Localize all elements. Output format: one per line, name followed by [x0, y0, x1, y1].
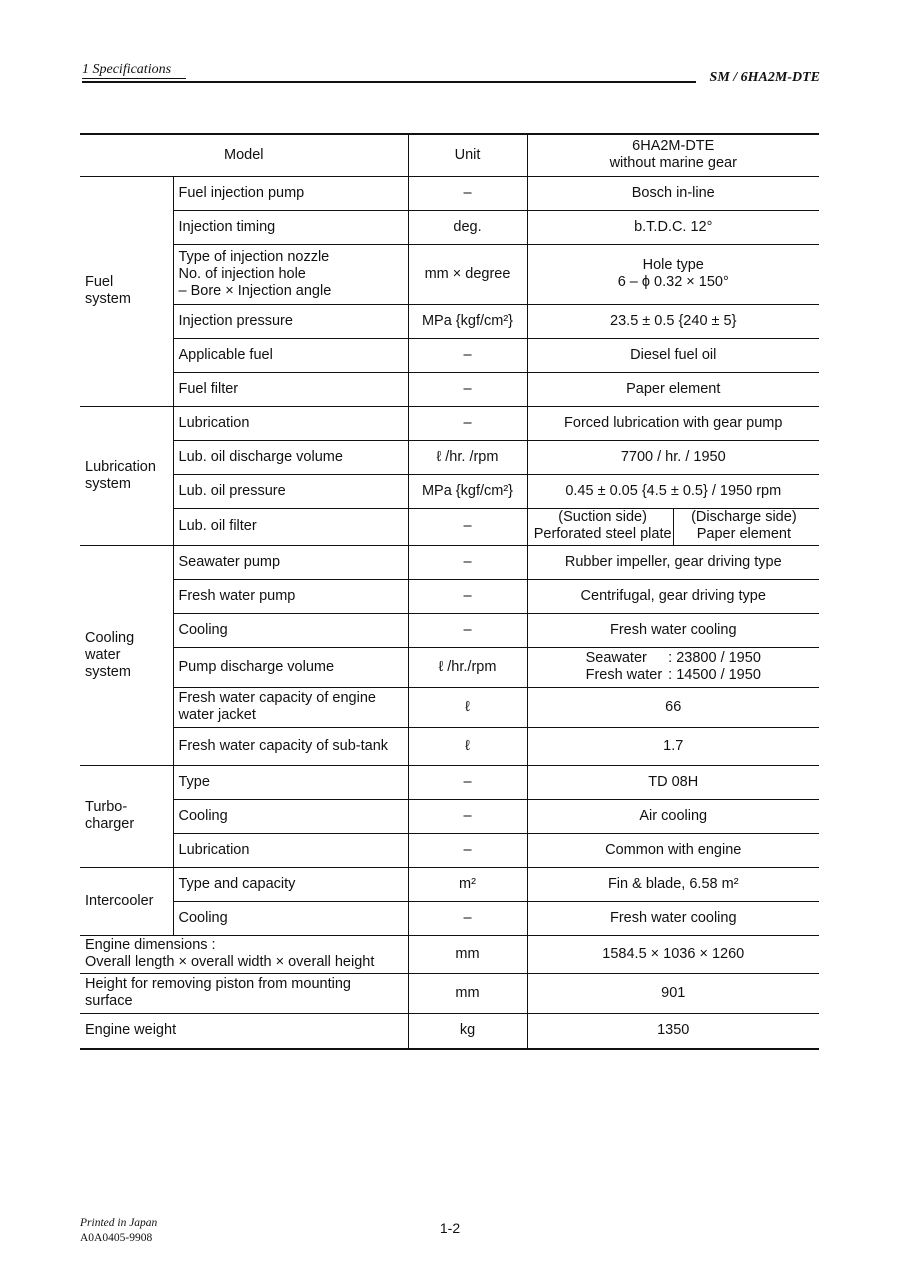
row-unit: –: [408, 176, 527, 210]
row-value: TD 08H: [527, 765, 819, 799]
table-row: [80, 304, 819, 338]
fresh-water-value: : 14500 / 1950: [668, 667, 761, 683]
row-item: Fuel injection pump: [173, 176, 408, 210]
table-row: [80, 935, 819, 973]
row-unit: ℓ /hr./rpm: [408, 647, 527, 687]
row-value: Hole type 6 – ϕ 0.32 × 150°: [527, 244, 819, 304]
table-row: [80, 901, 819, 935]
row-item: Type of injection nozzle No. of injection hole – Bore × Injection angle: [173, 244, 408, 304]
row-unit: –: [408, 579, 527, 613]
footer-print-info: [80, 1216, 157, 1246]
row-item: Seawater pump: [173, 545, 408, 579]
table-row: [80, 833, 819, 867]
table-row: [80, 474, 819, 508]
row-unit: –: [408, 338, 527, 372]
row-value: Rubber impeller, gear driving type: [527, 545, 819, 579]
row-value: [527, 647, 819, 687]
row-value: 23.5 ± 0.5 {240 ± 5}: [527, 304, 819, 338]
printed-in-japan: Printed in Japan: [80, 1217, 158, 1229]
row-value: 1.7: [527, 727, 819, 765]
row-unit: ℓ /hr. /rpm: [408, 440, 527, 474]
row-item: Lub. oil filter: [173, 508, 408, 545]
row-unit: mm: [408, 973, 527, 1013]
row-value: Diesel fuel oil: [527, 338, 819, 372]
table-row: [80, 338, 819, 372]
row-item: Type and capacity: [173, 867, 408, 901]
row-item: Lub. oil discharge volume: [173, 440, 408, 474]
row-item: Cooling: [173, 901, 408, 935]
row-item: Pump discharge volume: [173, 647, 408, 687]
group-label-turbocharger: Turbo- charger: [80, 765, 173, 867]
group-label-intercooler: Intercooler: [80, 867, 173, 935]
row-item: Fuel filter: [173, 372, 408, 406]
discharge-side-filter: (Discharge side) Paper element: [691, 508, 797, 542]
row-value: 7700 / hr. / 1950: [527, 440, 819, 474]
table-row: [80, 687, 819, 727]
section-title: 1 Specifications: [82, 62, 172, 77]
row-unit: ℓ: [408, 727, 527, 765]
table-row: [80, 973, 819, 1013]
row-unit: –: [408, 508, 527, 545]
table-row: [80, 727, 819, 765]
table-row: [80, 210, 819, 244]
row-unit: deg.: [408, 210, 527, 244]
table-row: [80, 613, 819, 647]
row-value: Fresh water cooling: [527, 901, 819, 935]
column-header-model: Model: [80, 134, 408, 176]
table-row: [80, 176, 819, 210]
row-unit: MPa {kgf/cm²}: [408, 304, 527, 338]
group-label-cooling: Cooling water system: [80, 545, 173, 765]
row-unit: –: [408, 765, 527, 799]
table-row: [80, 244, 819, 304]
row-item: Cooling: [173, 613, 408, 647]
row-value-split: [527, 508, 819, 545]
row-item: Engine dimensions : Overall length × overall width × overall height: [80, 935, 408, 973]
table-row: [80, 406, 819, 440]
group-label-fuel: Fuel system: [80, 176, 173, 406]
row-item: Type: [173, 765, 408, 799]
row-unit: –: [408, 833, 527, 867]
row-value: 1350: [527, 1013, 819, 1049]
row-value: Centrifugal, gear driving type: [527, 579, 819, 613]
fresh-water-label: Fresh water: [585, 667, 663, 683]
row-unit: MPa {kgf/cm²}: [408, 474, 527, 508]
row-item: Injection timing: [173, 210, 408, 244]
specification-table: [80, 133, 819, 1050]
row-item: Lubrication: [173, 406, 408, 440]
row-unit: –: [408, 545, 527, 579]
row-item: Fresh water capacity of engine water jacket: [173, 687, 408, 727]
table-row: [80, 545, 819, 579]
row-value: 0.45 ± 0.05 {4.5 ± 0.5} / 1950 rpm: [527, 474, 819, 508]
row-unit: m²: [408, 867, 527, 901]
section-title-underline: [82, 78, 186, 79]
table-row: [80, 440, 819, 474]
row-unit: –: [408, 799, 527, 833]
document-code: SM / 6HA2M-DTE: [709, 70, 820, 85]
table-row: [80, 765, 819, 799]
row-value: Common with engine: [527, 833, 819, 867]
table-row: [80, 508, 819, 545]
row-unit: mm × degree: [408, 244, 527, 304]
header-rule: [82, 81, 696, 83]
column-header-unit: Unit: [408, 134, 527, 176]
row-unit: ℓ: [408, 687, 527, 727]
row-value: b.T.D.C. 12°: [527, 210, 819, 244]
row-unit: –: [408, 406, 527, 440]
row-value: Forced lubrication with gear pump: [527, 406, 819, 440]
table-header-row: [80, 134, 819, 176]
suction-side-filter: (Suction side) Perforated steel plate: [533, 509, 674, 545]
document-number: A0A0405-9908: [80, 1232, 153, 1244]
table-row: [80, 867, 819, 901]
table-row: [80, 1013, 819, 1049]
row-value: 901: [527, 973, 819, 1013]
table-row: [80, 799, 819, 833]
row-item: Engine weight: [80, 1013, 408, 1049]
row-item: Applicable fuel: [173, 338, 408, 372]
table-row: [80, 372, 819, 406]
row-unit: –: [408, 613, 527, 647]
pump-discharge-values: [586, 650, 761, 684]
row-item: Injection pressure: [173, 304, 408, 338]
row-item: Fresh water capacity of sub-tank: [173, 727, 408, 765]
row-unit: kg: [408, 1013, 527, 1049]
seawater-label: Seawater: [585, 650, 647, 666]
row-item: Lub. oil pressure: [173, 474, 408, 508]
row-item: Fresh water pump: [173, 579, 408, 613]
row-item: Lubrication: [173, 833, 408, 867]
table-row: [80, 647, 819, 687]
seawater-value: : 23800 / 1950: [668, 650, 761, 666]
row-unit: mm: [408, 935, 527, 973]
row-value: Air cooling: [527, 799, 819, 833]
column-header-value: 6HA2M-DTE without marine gear: [527, 134, 819, 176]
row-unit: –: [408, 372, 527, 406]
row-value: Fresh water cooling: [527, 613, 819, 647]
row-item: Cooling: [173, 799, 408, 833]
row-value: Fin & blade, 6.58 m²: [527, 867, 819, 901]
row-value: Paper element: [527, 372, 819, 406]
row-value: 1584.5 × 1036 × 1260: [527, 935, 819, 973]
row-unit: –: [408, 901, 527, 935]
row-value: Bosch in-line: [527, 176, 819, 210]
group-label-lubrication: Lubrication system: [80, 406, 173, 545]
row-value: 66: [527, 687, 819, 727]
page-number: 1-2: [439, 1220, 461, 1236]
table-row: [80, 579, 819, 613]
row-item: Height for removing piston from mounting surface: [80, 973, 408, 1013]
